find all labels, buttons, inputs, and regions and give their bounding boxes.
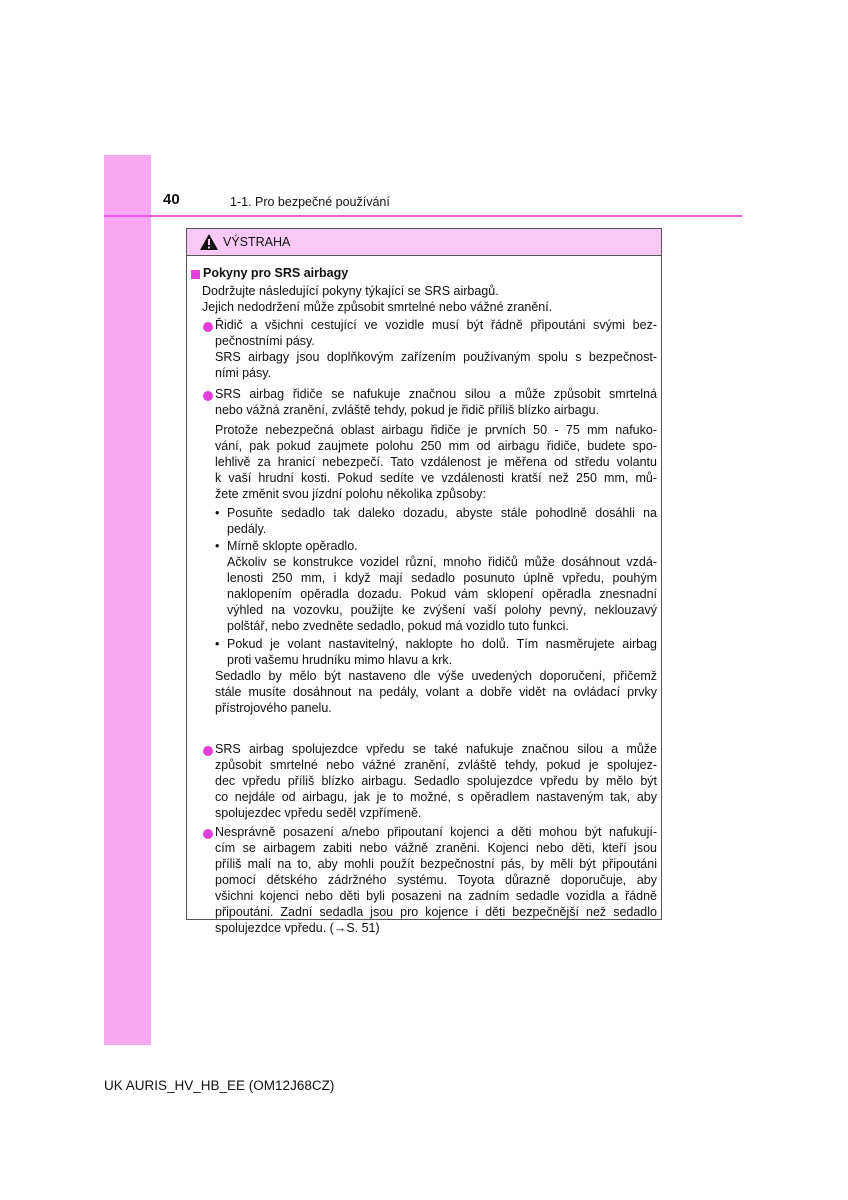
header-divider [104,215,742,217]
text-line: cím se airbagem zabiti nebo vážně zraněni. Kojenci nebo děti, kteří jsou [215,841,657,855]
page-number: 40 [163,191,180,208]
text-line: nebo vážná zranění, zvláště tehdy, pokud je řidič příliš blízko airbagu. [215,403,600,417]
text-line: polštář, nebo zvedněte sedadlo, pokud má vozidlo tuto funkci. [227,619,569,633]
text-line: Dodržujte následující pokyny týkající se SRS airbagů. [202,284,499,298]
text-line: k vaší hrudní kosti. Pokud sedíte ve vzdálenosti kratší než 250 mm, mů- [215,471,657,485]
text-line: žete změnit svou jízdní polohu několika způsoby: [215,487,486,501]
text-line: Mírně sklopte opěradlo. [227,539,358,553]
sub-bullet-marker: • [215,637,220,651]
bullet-dot-icon [203,746,213,756]
warning-label: VÝSTRAHA [223,235,291,249]
bullet-dot-icon [203,829,213,839]
text-line: pomocí dětského zádržného systému. Toyota důrazně doporučuje, aby [215,873,657,887]
text-line: naklopením opěradla dozadu. Pokud vám sklopení opěradla znesnadní [227,587,657,601]
text-line: připoutáni. Zadní sedadla jsou pro kojence i děti bezpečnější než sedadlo [215,905,657,919]
warning-header [187,229,661,256]
section-square-icon [191,270,200,279]
text-line: Ačkoliv se konstrukce vozidel různí, mnoho řidičů může dosáhnout vzdá- [227,555,657,569]
warning-body [187,255,661,935]
text-line: Posuňte sedadlo tak daleko dozadu, abyste stále pohodlně dosáhli na [227,506,657,520]
page-reference-link[interactable]: spolujezdce vpředu. (→S. 51) [215,921,380,935]
warning-heading: Pokyny pro SRS airbagy [203,266,349,280]
sub-bullet-marker: • [215,506,220,520]
document-code: UK AURIS_HV_HB_EE (OM12J68CZ) [104,1078,335,1093]
sub-bullet-marker: • [215,539,220,553]
text-line: stále musíte dosáhnout na pedály, volant a dobře vidět na ovládací prvky [215,685,657,699]
text-line: Jejich nedodržení může způsobit smrtelné nebo vážné zranění. [202,300,553,314]
text-line: co nejdále od airbagu, jak je to možné, s opěradlem nastaveným tak, aby [215,790,657,804]
text-line: lenosti 250 mm, i když mají sedadlo posunuto úplně vpředu, pouhým [227,571,657,585]
text-line: Řidič a všichni cestující ve vozidle musí být řádně připoutáni svými bez- [215,318,657,332]
warning-triangle-icon [199,233,219,251]
section-title: 1-1. Pro bezpečné používání [230,195,390,209]
text-line: Protože nebezpečná oblast airbagu řidiče je prvních 50 - 75 mm nafuko- [215,423,657,437]
warning-box [186,228,662,935]
text-line: výhled na vozovku, použijte ke zvýšení vaší polohy pevný, neklouzavý [227,603,657,617]
side-tab [104,155,151,1045]
text-line: způsobit smrtelné nebo vážné zranění, zvláště tehdy, pokud je spolujez- [215,758,657,772]
bullet-dot-icon [203,391,213,401]
text-line: přístrojového panelu. [215,701,332,715]
text-line: pedály. [227,522,267,536]
text-line: příliš malí na to, aby mohli použít bezpečnostní pás, by měli být připoutáni [215,857,657,871]
text-line: SRS airbagy jsou doplňkovým zařízením používaným spolu s bezpečnost- [215,350,657,364]
text-line: spolujezdec vpředu seděl vzpřímeně. [215,806,422,820]
text-line: Nesprávně posazení a/nebo připoutaní kojenci a děti mohou být nafukují- [215,825,657,839]
text-line: SRS airbag řidiče se nafukuje značnou silou a může způsobit smrtelná [215,387,657,401]
text-line: pečnostními pásy. [215,334,315,348]
text-line: vání, pak pokud zaujmete polohu 250 mm od airbagu řidiče, budete spo- [215,439,657,453]
bullet-dot-icon [203,322,213,332]
text-line: Pokud je volant nastavitelný, naklopte ho dolů. Tím nasměrujete airbag [227,637,657,651]
text-line: lehlivě za hranicí nebezpečí. Tato vzdálenost je měřena od středu volantu [215,455,657,469]
text-line: všichni kojenci nebo děti byli posazeni na zadním sedadle vozidla a řádně [215,889,657,903]
text-line: ními pásy. [215,366,272,380]
text-line: proti vašemu hrudníku mimo hlavu a krk. [227,653,453,667]
text-line: SRS airbag spolujezdce vpředu se také nafukuje značnou silou a může [215,742,657,756]
text-line: Sedadlo by mělo být nastaveno dle výše uvedených doporučení, přičemž [215,669,657,683]
text-line: dec vpředu příliš blízko airbagu. Sedadlo spolujezdce vpředu by mělo být [215,774,657,788]
